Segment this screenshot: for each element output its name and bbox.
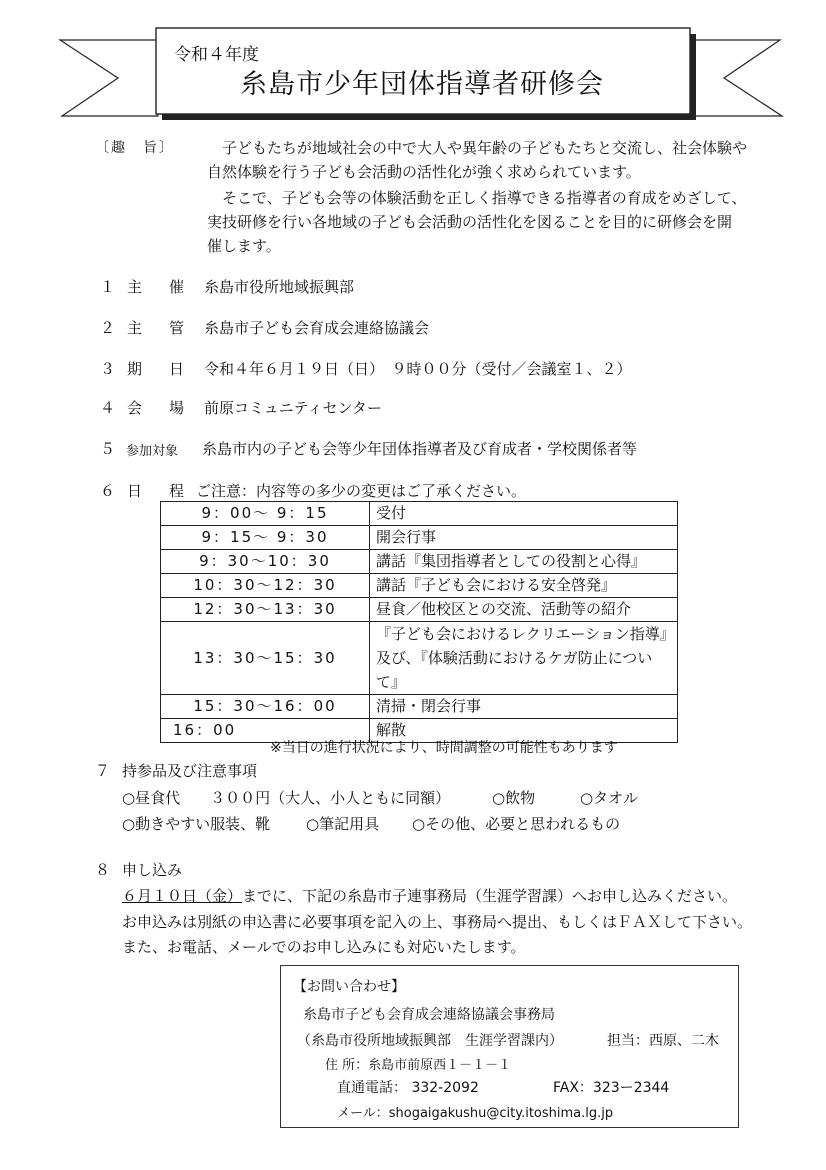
- schedule-event-line: 及び、『体験活動におけるケガ防止について』: [376, 649, 653, 691]
- item-number: ３: [100, 360, 116, 378]
- item-label-participants: 参加対象: [126, 444, 179, 459]
- item-label-venue: 会 場: [127, 399, 191, 417]
- schedule-event: 講話『子ども会における安全啓発』: [370, 574, 678, 598]
- schedule-table: [160, 501, 678, 743]
- purpose-line: 実技研修を行い各地域の子ども会活動の活性化を図ることを目的に研修会を開: [207, 213, 733, 231]
- application-line: また、お電話、メールでのお申し込みにも対応いたします。: [122, 938, 526, 956]
- schedule-time: 16：00: [161, 719, 370, 743]
- schedule-event: [370, 622, 678, 695]
- belongings-item: ○動きやすい服装、靴: [122, 815, 271, 833]
- contact-box: [280, 965, 739, 1128]
- belongings-item: ○昼食代 ３００円（大人、小人ともに同額）: [122, 789, 451, 807]
- schedule-note: ご注意：内容等の多少の変更はご了承ください。: [196, 482, 527, 500]
- purpose-line: そこで、子ども会等の体験活動を正しく指導できる指導者の育成をめざして、: [222, 189, 747, 207]
- application-deadline: ６月１０日（金）: [122, 887, 243, 905]
- item-value-host: 糸島市役所地域振興部: [204, 278, 355, 296]
- schedule-time: 15：30～16：00: [161, 695, 370, 719]
- item-label-organizer: 主 管: [127, 319, 191, 337]
- purpose-line: 自然体験を行う子ども会活動の活性化が強く求められています。: [207, 163, 641, 181]
- belongings-heading: 持参品及び注意事項: [122, 762, 258, 780]
- belongings-item: ○タオル: [580, 789, 639, 807]
- table-row: [161, 622, 678, 695]
- schedule-label: 日 程: [127, 482, 191, 500]
- belongings-item: ○その他、必要と思われるもの: [412, 815, 621, 833]
- schedule-time: 12：30～13：30: [161, 598, 370, 622]
- contact-address: 住 所：糸島市前原西１－１－１: [325, 1058, 512, 1073]
- item-number: ４: [100, 399, 116, 417]
- table-row: [161, 526, 678, 550]
- table-row: [161, 574, 678, 598]
- contact-email: メール：shogaigakushu@city.itoshima.lg.jp: [337, 1106, 614, 1121]
- application-line: [122, 885, 737, 906]
- item-number: ２: [100, 319, 116, 337]
- belongings-item: ○飲物: [492, 789, 536, 807]
- purpose-line: 子どもたちが地域社会の中で大人や異年齢の子どもたちと交流し、社会体験や: [222, 139, 748, 157]
- item-value-organizer: 糸島市子ども会育成会連絡協議会: [204, 319, 430, 337]
- schedule-event: 開会行事: [370, 526, 678, 550]
- schedule-event: 受付: [370, 502, 678, 526]
- application-line: お申込みは別紙の申込書に必要事項を記入の上、事務局へ提出、もしくはＦＡＸして下さい。: [122, 913, 753, 931]
- purpose-label: 〔趣 旨〕: [95, 140, 175, 156]
- schedule-time: 9：00～ 9：15: [161, 502, 370, 526]
- item-number: ６: [100, 482, 116, 500]
- contact-phone: 直通電話： 332-2092: [337, 1080, 479, 1096]
- contact-fax: FAX：323ー2344: [553, 1080, 670, 1096]
- table-row: [161, 502, 678, 526]
- schedule-event-line: 『子ども会におけるレクリエーション指導』: [376, 625, 675, 643]
- application-line-rest: までに、下記の糸島市子連事務局（生涯学習課）へお申し込みください。: [242, 887, 738, 905]
- schedule-footnote: ※当日の進行状況により、時間調整の可能性もあります: [270, 740, 618, 756]
- belongings-item: ○筆記用具: [306, 815, 380, 833]
- item-label-host: 主 催: [127, 278, 191, 296]
- title-year: 令和４年度: [174, 45, 259, 65]
- schedule-event: 昼食／他校区との交流、活動等の紹介: [370, 598, 678, 622]
- item-label-date: 期 日: [127, 360, 191, 378]
- item-value-venue: 前原コミュニティセンター: [204, 399, 382, 417]
- schedule-time: 9：15～ 9：30: [161, 526, 370, 550]
- item-number: １: [100, 278, 116, 296]
- table-row: [161, 550, 678, 574]
- item-value-date: 令和４年６月１９日（日） ９時００分（受付／会議室１、２）: [204, 360, 632, 378]
- item-number: ５: [100, 440, 116, 458]
- schedule-event: 清掃・閉会行事: [370, 695, 678, 719]
- schedule-time: 9：30～10：30: [161, 550, 370, 574]
- schedule-event: 解散: [370, 719, 678, 743]
- purpose-line: 催します。: [207, 237, 281, 255]
- table-row: [161, 695, 678, 719]
- page-title: 糸島市少年団体指導者研修会: [240, 69, 604, 100]
- contact-org: 糸島市子ども会育成会連絡協議会事務局: [303, 1007, 555, 1023]
- table-row: [161, 598, 678, 622]
- schedule-time: 13：30～15：30: [161, 622, 370, 695]
- contact-person: 担当：西原、二木: [607, 1033, 719, 1049]
- item-value-participants: 糸島市内の子ども会等少年団体指導者及び育成者・学校関係者等: [202, 440, 638, 458]
- schedule-time: 10：30～12：30: [161, 574, 370, 598]
- item-number: ８: [95, 861, 111, 879]
- item-number: ７: [95, 762, 111, 780]
- contact-heading: 【お問い合わせ】: [293, 979, 405, 995]
- schedule-event: 講話『集団指導者としての役割と心得』: [370, 550, 678, 574]
- contact-dept: （糸島市役所地域振興部 生涯学習課内）: [297, 1033, 563, 1049]
- application-heading: 申し込み: [122, 861, 183, 879]
